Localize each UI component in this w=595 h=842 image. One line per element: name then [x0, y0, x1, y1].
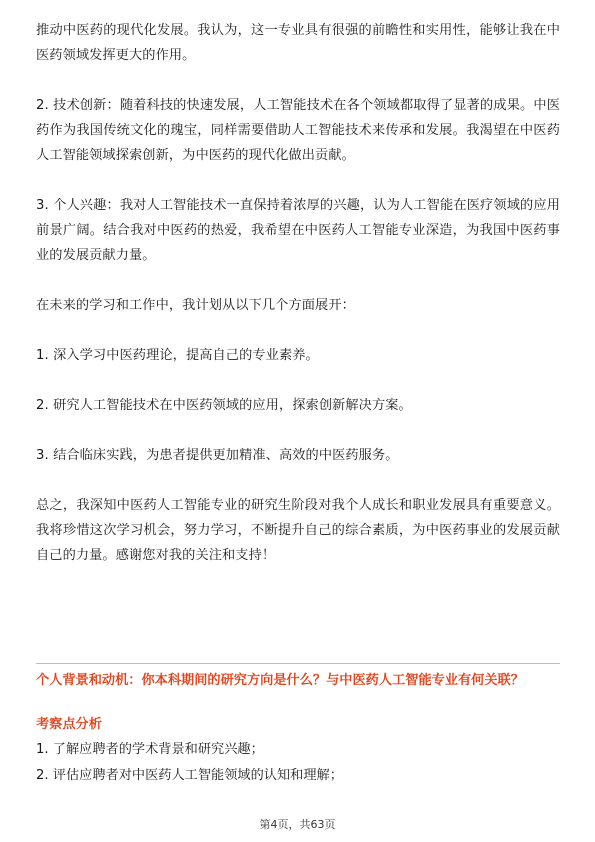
body-text: [36, 18, 560, 568]
paragraph-plan-item-3: 3. 结合临床实践，为患者提供更加精准、高效的中医药服务。: [36, 448, 399, 463]
paragraph-plan-item-1: 1. 深入学习中医药理论，提高自己的专业素养。: [36, 348, 319, 363]
paragraph-personal-interest: 3. 个人兴趣：我对人工智能技术一直保持着浓厚的兴趣，认为人工智能在医疗领域的应用前景广阔。结合我对中医药的热爱，我希望在中医药人工智能专业深造，为我国中医药事业的发展贡献力量。: [36, 198, 560, 263]
paragraph-tech-innovation: 2. 技术创新：随着科技的快速发展，人工智能技术在各个领域都取得了显著的成果。中医药作为我国传统文化的瑰宝，同样需要借助人工智能技术来传承和发展。我渴望在中医药人工智能领域探索创新，为中医药的现代化做出贡献。: [36, 98, 560, 163]
interview-question: 个人背景和动机：你本科期间的研究方向是什么？与中医药人工智能专业有何关联？: [36, 673, 524, 688]
page-number: 第4页，共63页: [259, 818, 336, 831]
paragraph-future-plan-intro: 在未来的学习和工作中，我计划从以下几个方面展开：: [36, 298, 355, 313]
analysis-list: [36, 737, 560, 789]
section-divider: [36, 663, 560, 664]
analysis-item: 2. 评估应聘者对中医药人工智能领域的认知和理解；: [36, 768, 343, 783]
analysis-item: 1. 了解应聘者的学术背景和研究兴趣；: [36, 742, 264, 757]
paragraph-plan-item-2: 2. 研究人工智能技术在中医药领域的应用，探索创新解决方案。: [36, 398, 412, 413]
paragraph-conclusion: 总之，我深知中医药人工智能专业的研究生阶段对我个人成长和职业发展具有重要意义。我将珍惜这次学习机会，努力学习，不断提升自己的综合素质，为中医药事业的发展贡献自己的力量。感谢您对我的关注和支持！: [36, 498, 560, 563]
analysis-heading: 考察点分析: [36, 717, 102, 732]
paragraph-continuation: 推动中医药的现代化发展。我认为，这一专业具有很强的前瞻性和实用性，能够让我在中医药领域发挥更大的作用。: [36, 23, 560, 63]
